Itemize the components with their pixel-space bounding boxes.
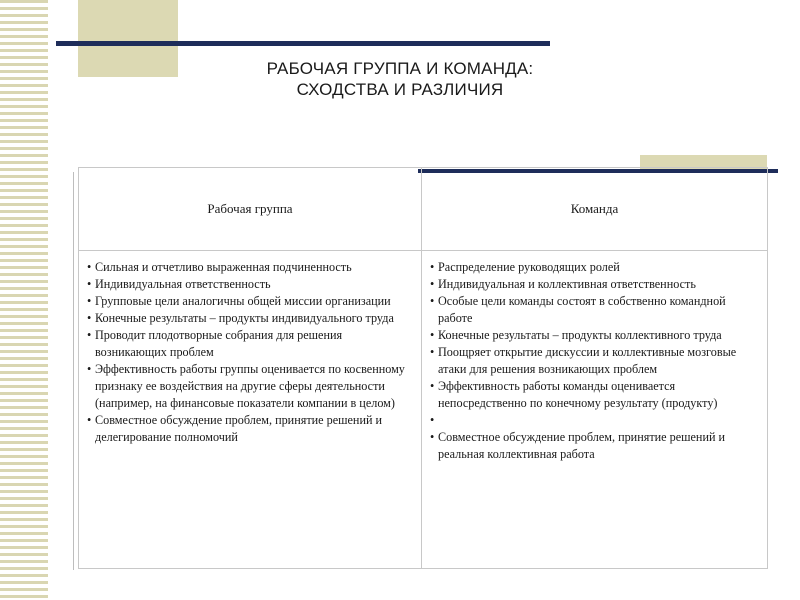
table-row — [79, 251, 768, 569]
list-item: • Особые цели команды состоят в собственно командной работе — [430, 294, 726, 325]
title-line-1: РАБОЧАЯ ГРУППА И КОМАНДА: — [266, 59, 534, 78]
table-header-row — [79, 168, 768, 251]
list-item: • Поощряет открытие дискуссии и коллективные мозговые атаки для решения возникающих проблем — [430, 345, 737, 376]
list-item: • Совместное обсуждение проблем, принятие решений и делегирование полномочий — [87, 413, 383, 444]
list-item: • Эффективность работы группы оценивается по косвенному признаку ее воздействия на другие сферы деятельности (например, на финансовые показатели компании в целом) — [87, 362, 405, 410]
list-item: • Конечные результаты – продукты коллективного труда — [430, 328, 722, 342]
left-stripe-decoration — [0, 0, 48, 600]
list-item: • Проводит плодотворные собрания для решения возникающих проблем — [87, 328, 343, 359]
top-olive-block — [78, 0, 178, 77]
work-group-cell — [79, 251, 422, 569]
top-navy-bar — [56, 41, 550, 46]
team-cell — [422, 251, 768, 569]
list-item: • Сильная и отчетливо выраженная подчиненность — [87, 260, 352, 274]
left-divider-line — [73, 172, 74, 570]
list-item: • — [430, 413, 435, 427]
list-item: • Индивидуальная ответственность — [87, 277, 271, 291]
comparison-table — [78, 167, 768, 569]
list-item: • Совместное обсуждение проблем, принятие решений и реальная коллективная работа — [430, 430, 726, 461]
title-line-2: СХОДСТВА И РАЗЛИЧИЯ — [296, 80, 504, 99]
header-work-group: Рабочая группа — [79, 168, 422, 251]
header-team: Команда — [422, 168, 768, 251]
list-item: • Конечные результаты – продукты индивидуального труда — [87, 311, 394, 325]
list-item: • Распределение руководящих ролей — [430, 260, 620, 274]
list-item: • Индивидуальная и коллективная ответственность — [430, 277, 696, 291]
list-item: • Эффективность работы команды оценивается непосредственно по конечному результату (продукту) — [430, 379, 718, 410]
list-item: • Групповые цели аналогичны общей миссии организации — [87, 294, 391, 308]
slide-title — [200, 58, 600, 100]
